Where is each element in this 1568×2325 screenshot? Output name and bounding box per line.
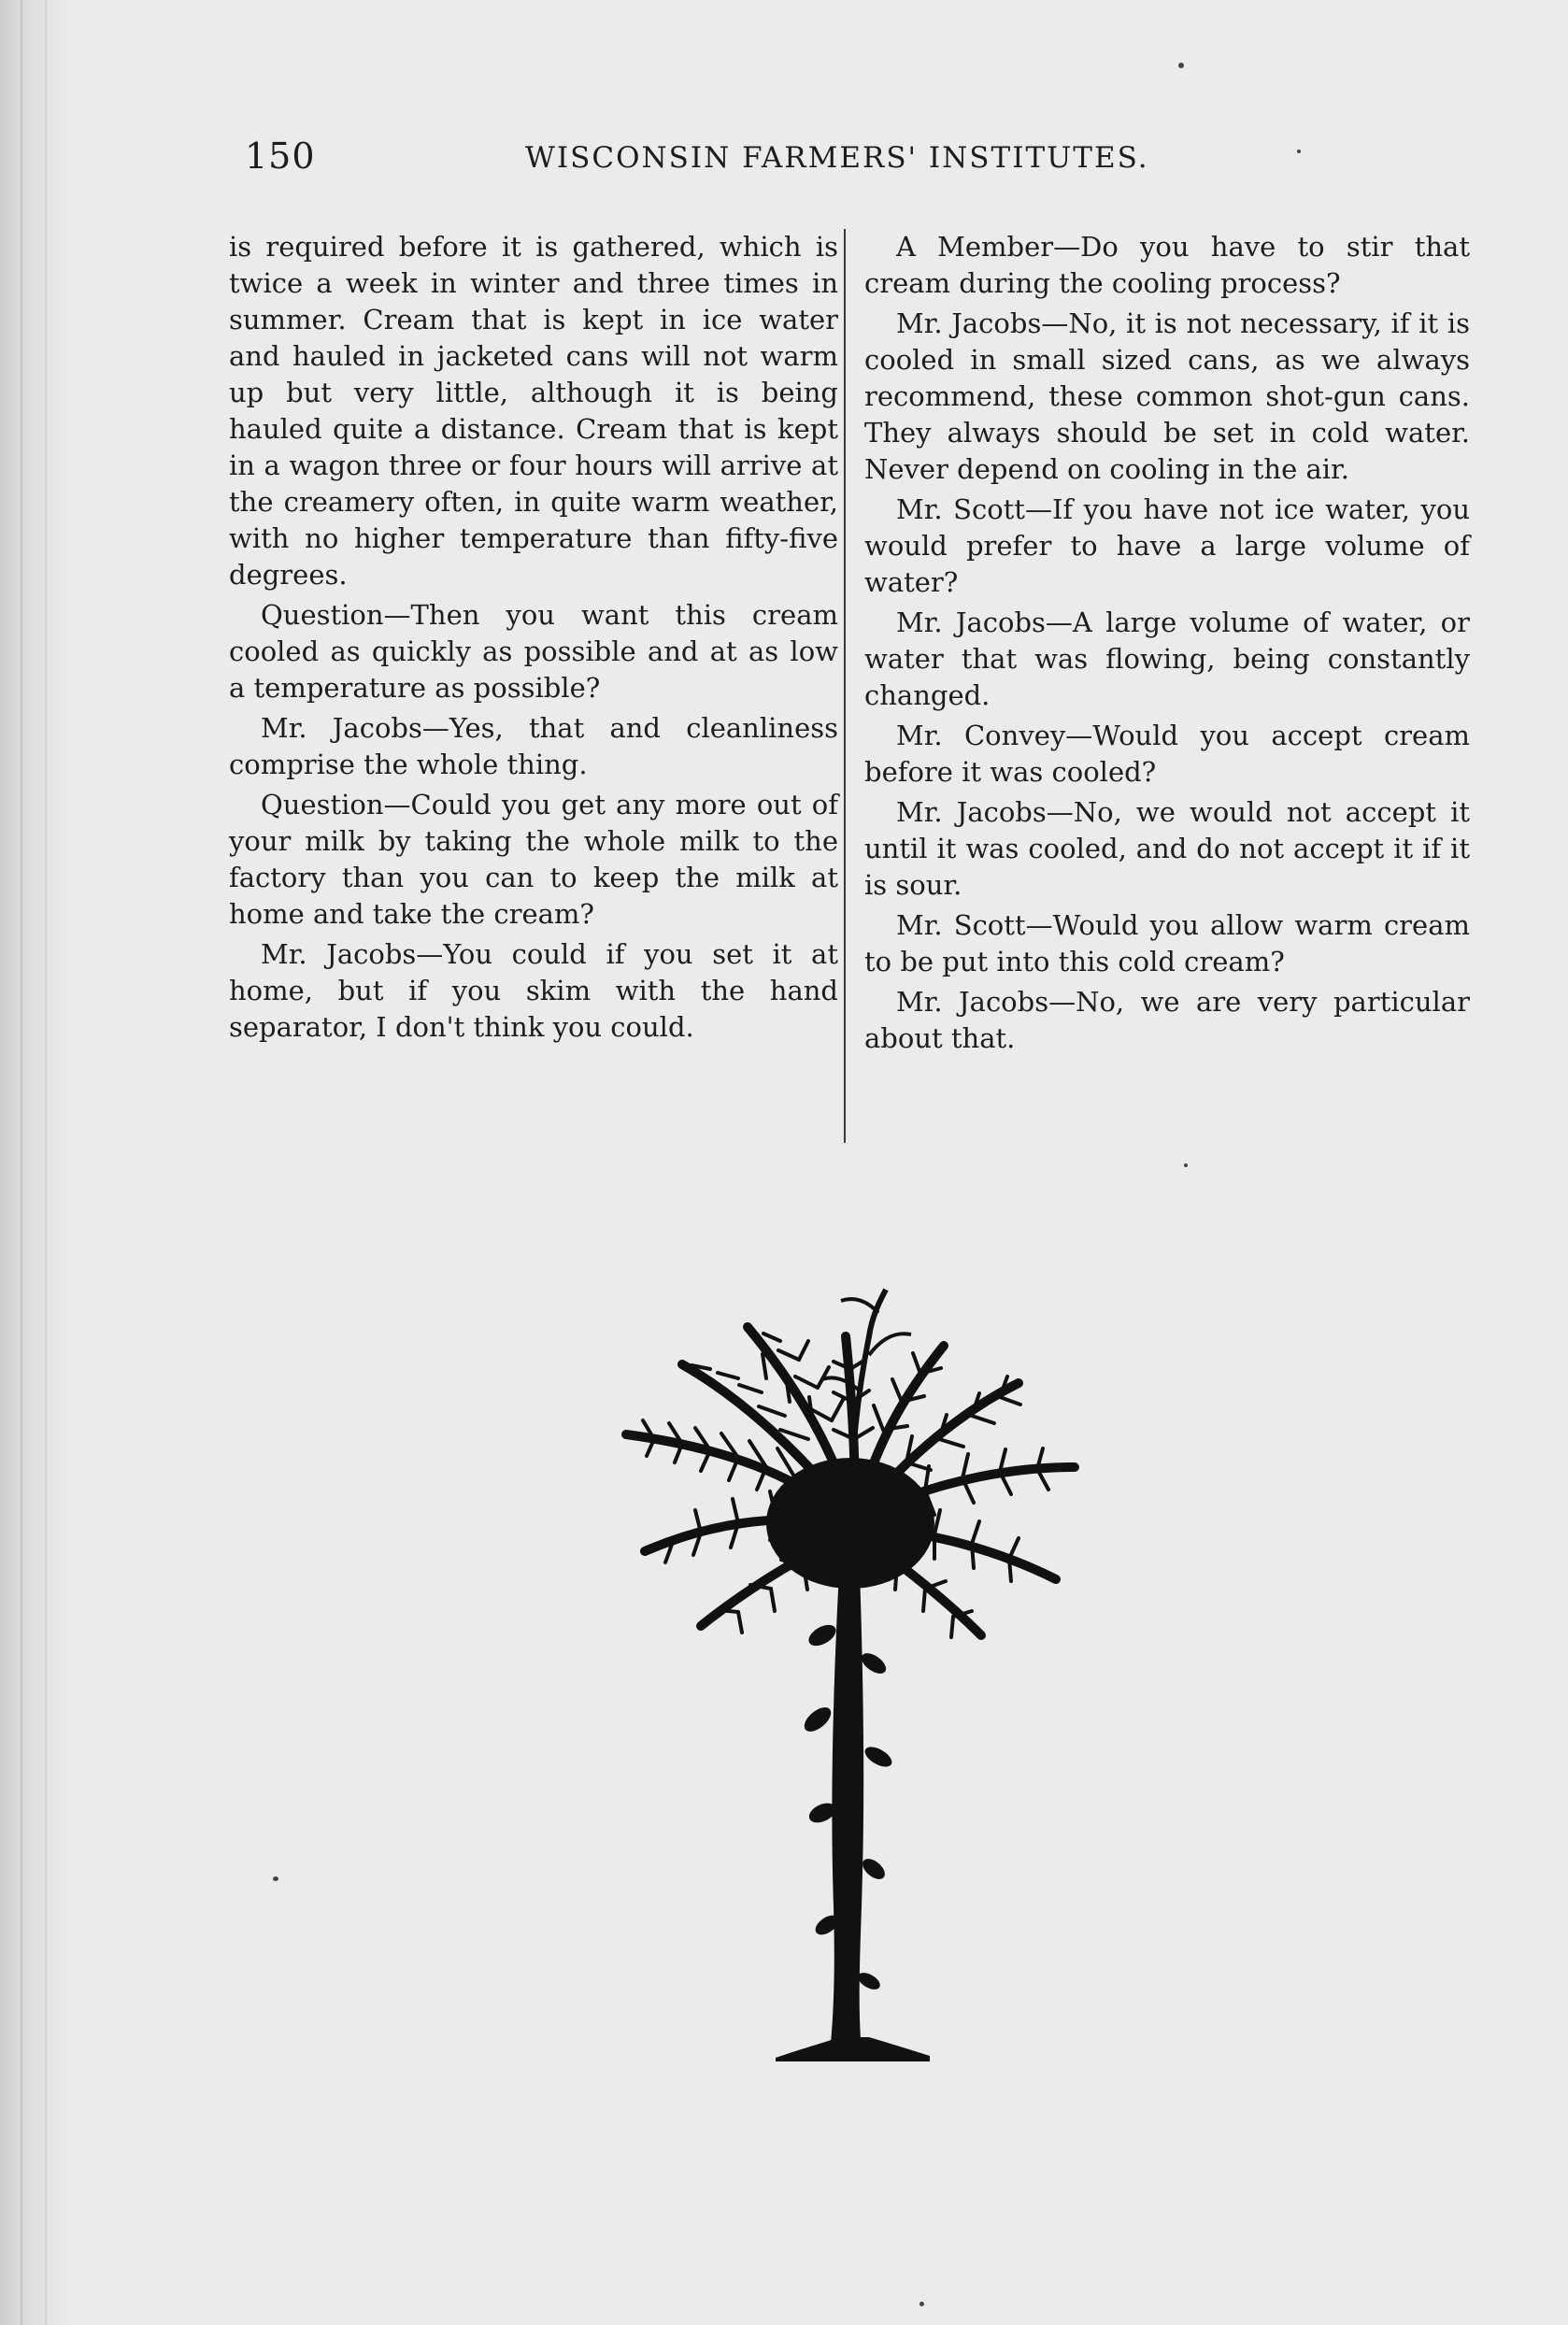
paragraph: Mr. Jacobs—No, we would not accept it until it was cooled, and do not accept it if it is sour. xyxy=(864,796,1470,901)
paragraph: Mr. Jacobs—A large volume of water, or water that was flowing, being constantly changed. xyxy=(864,606,1470,711)
running-title: WISCONSIN FARMERS' INSTITUTES. xyxy=(525,141,1149,175)
paragraph: A Member—Do you have to stir that cream during the cooling process? xyxy=(864,231,1470,299)
running-head xyxy=(245,136,1189,182)
paragraph: Mr. Jacobs—No, we are very particular about that. xyxy=(864,986,1470,1054)
paragraph: is required before it is gathered, which is twice a week in winter and three times in summer. Cream that is kept in ice water and hauled in jacketed cans will not warm up but very little, although it is being hauled quite a distance. Cream that is kept in a wagon three or four hours will arrive at the creamery often, in quite warm weather, with no higher temperature than fifty-five degrees. xyxy=(229,231,838,591)
paragraph: Question—Could you get any more out of your milk by taking the whole milk to the factory than you can to keep the milk at home and take the cream? xyxy=(229,789,838,930)
paragraph: Question—Then you want this cream cooled as quickly as possible and at as low a temperature as possible? xyxy=(229,599,838,704)
scan-speck xyxy=(1184,1163,1188,1167)
right-column xyxy=(864,229,1470,1061)
palm-tree-icon xyxy=(589,1196,1112,2075)
paragraph: Mr. Scott—If you have not ice water, you would prefer to have a large volume of water? xyxy=(864,493,1470,598)
binding-gutter xyxy=(0,0,75,2325)
page-number: 150 xyxy=(245,136,316,177)
scan-speck xyxy=(919,2302,924,2306)
binding-line xyxy=(21,0,22,2325)
paragraph: Mr. Jacobs—No, it is not necessary, if it is cooled in small sized cans, as we always recommend, these common shot-gun cans. They always should be set in cold water. Never depend on cooling in the air. xyxy=(864,307,1470,485)
scan-speck xyxy=(273,1876,278,1881)
paragraph: Mr. Jacobs—You could if you set it at home, but if you skim with the hand separator, I don't think you could. xyxy=(229,938,838,1043)
scan-speck xyxy=(1297,150,1301,153)
scan-speck xyxy=(1178,63,1184,68)
binding-line xyxy=(45,0,47,2325)
column-divider xyxy=(844,229,846,1143)
paragraph: Mr. Convey—Would you accept cream before it was cooled? xyxy=(864,720,1470,788)
left-column xyxy=(229,229,838,1049)
paragraph: Mr. Scott—Would you allow warm cream to be put into this cold cream? xyxy=(864,909,1470,977)
paragraph: Mr. Jacobs—Yes, that and cleanliness comprise the whole thing. xyxy=(229,712,838,780)
